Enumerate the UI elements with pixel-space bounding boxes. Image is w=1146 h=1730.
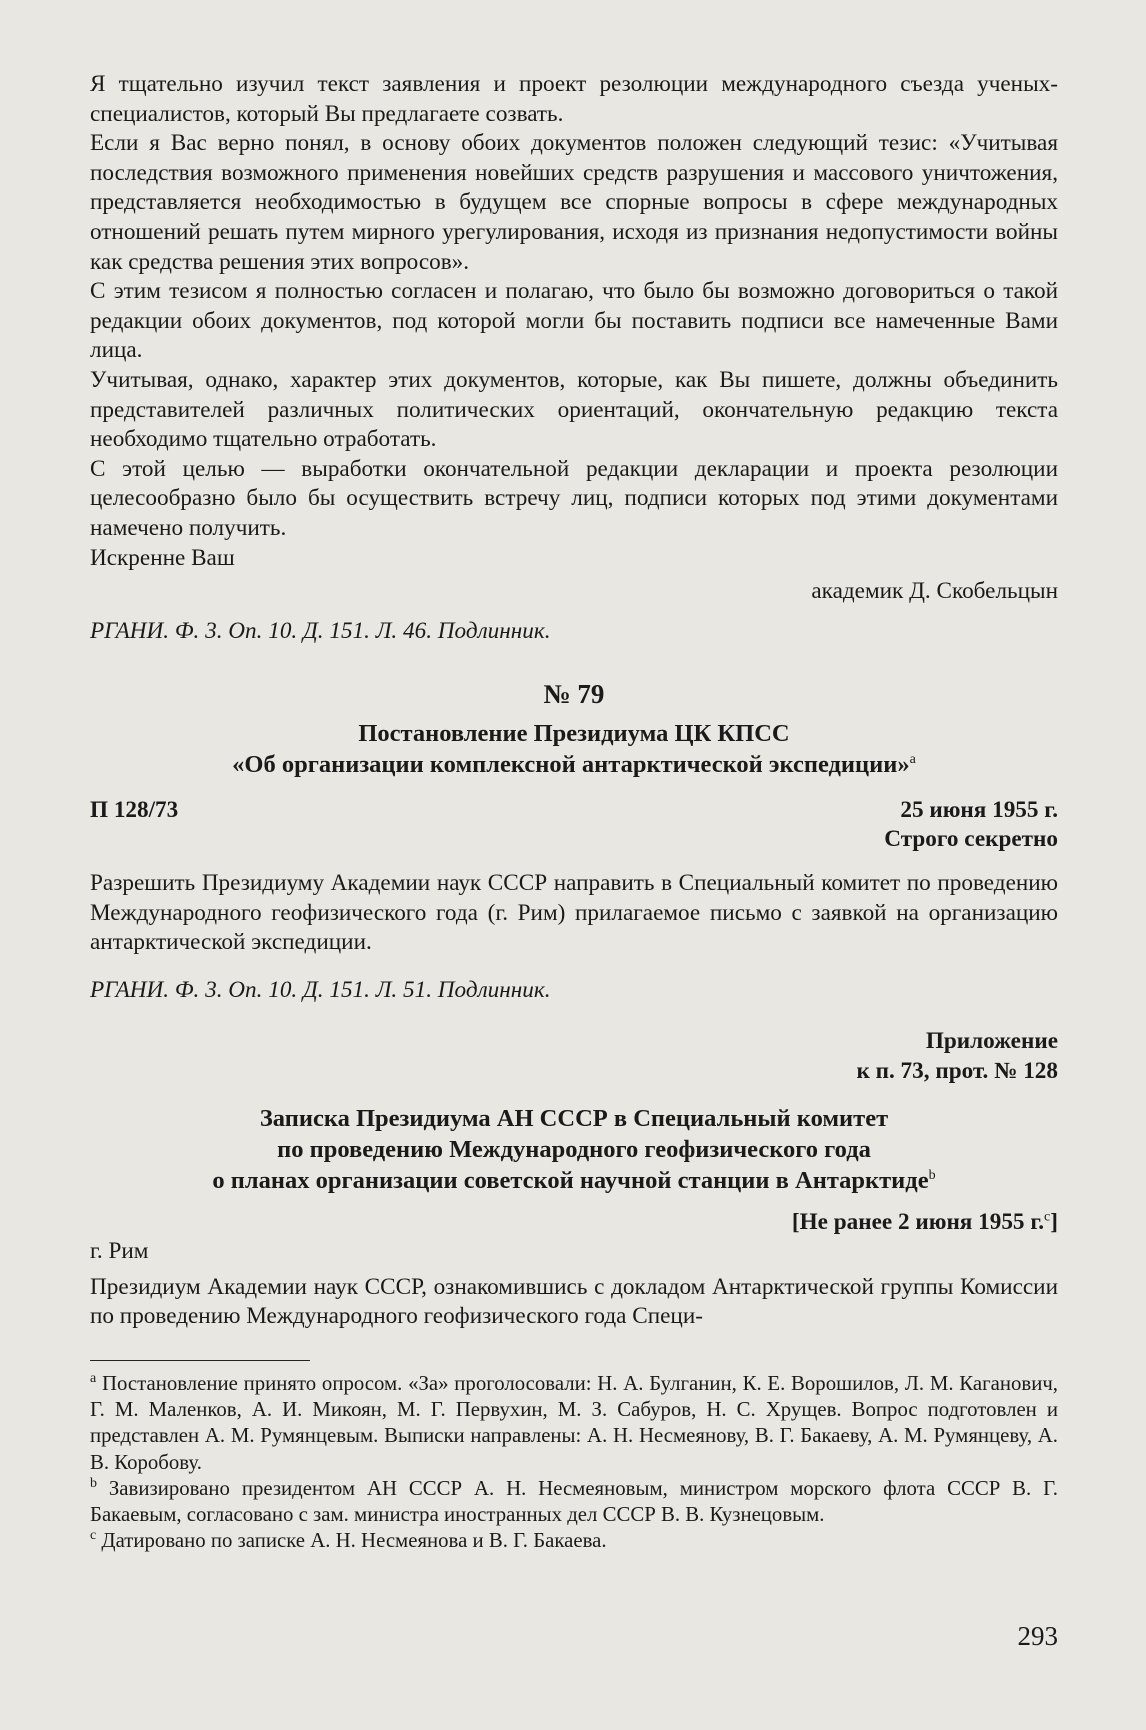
footnote-b	[90, 1476, 1058, 1528]
appendix	[90, 1027, 1058, 1332]
appendix-label-line-2: к п. 73, прот. № 128	[856, 1058, 1058, 1085]
footnote-divider	[90, 1360, 310, 1361]
appendix-date-bracket: ]	[1050, 1208, 1058, 1235]
letter-paragraph-2: Если я Вас верно понял, в основу обоих документов положен следующий тезис: «Учитывая последствия возможного применения новейших средств разрушения и массового уничтожения, представляется необходимостью в будущем все спорные вопросы в сфере международных отношений решать путем мирного урегулирования, исходя из признания недопустимости войны как средства решения этих вопросов».	[90, 130, 1058, 275]
footnotes	[90, 1371, 1058, 1554]
protocol-row	[90, 796, 1058, 826]
footnote-ref-b[interactable]: b	[928, 1167, 936, 1183]
appendix-title-line-3	[90, 1165, 1058, 1196]
footnote-c	[90, 1528, 1058, 1554]
document-title-line-1: Постановление Президиума ЦК КПСС	[358, 719, 790, 747]
letter-paragraph-4: Учитывая, однако, характер этих документов, которые, как Вы пишете, должны объединить представителей различных политических ориентаций, окончательную редакцию текста необходимо тщательно отработать.	[90, 366, 1058, 453]
letter-signature: академик Д. Скобельцын	[811, 578, 1058, 605]
letter-paragraph-3: С этим тезисом я полностью согласен и полагаю, что было бы возможно договориться о такой редакции обоих документов, под которой могли бы поставить подписи все намеченные Вами лица.	[90, 278, 1058, 364]
letter-paragraph-1: Я тщательно изучил текст заявления и проект резолюции международного съезда ученых-специалистов, который Вы предлагаете созвать.	[90, 71, 1058, 127]
footnote-mark-a: a	[90, 1371, 97, 1387]
footnote-ref-a[interactable]: a	[909, 751, 916, 767]
document-title-text: «Об организации комплексной антарктической экспедиции»	[232, 750, 910, 778]
letter-source: РГАНИ. Ф. 3. Оп. 10. Д. 151. Л. 46. Подлинник.	[90, 617, 551, 644]
letter-closing: Искренне Ваш	[90, 544, 235, 571]
footnote-b-text: Завизировано президентом АН СССР А. Н. Несмеяновым, министром морского флота СССР В. Г. Бакаевым, согласовано с зам. министра иностранных дел СССР В. В. Кузнецовым.	[90, 1476, 1059, 1527]
document-79	[90, 680, 1058, 1005]
footnote-mark-c: c	[90, 1528, 97, 1544]
appendix-date-text: [Не ранее 2 июня 1955 г.	[791, 1208, 1045, 1235]
appendix-title-line-2: по проведению Международного геофизического года	[277, 1135, 871, 1163]
letter-body	[90, 70, 1058, 646]
appendix-body: Президиум Академии наук СССР, ознакомившись с докладом Антарктической группы Комиссии по проведению Международного геофизического года Специ-	[90, 1273, 1058, 1330]
classification-stamp: Строго секретно	[884, 826, 1058, 853]
page-number: 293	[1017, 1621, 1058, 1651]
appendix-title-line-1: Записка Президиума АН СССР в Специальный комитет	[259, 1104, 889, 1132]
letter-paragraph-5: С этой целью — выработки окончательной редакции декларации и проекта резолюции целесообразно было бы осуществить встречу лиц, подписи которых под этими документами намечено получить.	[90, 455, 1058, 541]
protocol-number: П 128/73	[90, 796, 179, 823]
document-title-line-2	[90, 749, 1058, 780]
footnote-a-text: Постановление принято опросом. «За» проголосовали: Н. А. Булганин, К. Е. Ворошилов, Л. М. Каганович, Г. М. Маленков, А. И. Микоян, М. Г. Первухин, М. З. Сабуров, Н. С. Хрущев. Вопрос подготовлен и представлен А. М. Румянцевым. Выписки направлены: А. Н. Несмеянову, В. Г. Бакаеву, А. М. Румянцеву, А. В. Коробову.	[90, 1372, 1058, 1474]
appendix-label-line-1: Приложение	[925, 1028, 1058, 1055]
footnote-ref-c[interactable]: c	[1044, 1208, 1051, 1224]
document-79-source: РГАНИ. Ф. 3. Оп. 10. Д. 151. Л. 51. Подлинник.	[90, 976, 551, 1003]
appendix-place: г. Рим	[90, 1238, 149, 1265]
document-date: 25 июня 1955 г.	[900, 796, 1058, 823]
appendix-title-text: о планах организации советской научной станции в Антарктиде	[212, 1166, 929, 1194]
footnote-mark-b: b	[90, 1475, 97, 1491]
footnote-c-text: Датировано по записке А. Н. Несмеянова и В. Г. Бакаева.	[101, 1529, 607, 1553]
document-79-body: Разрешить Президиуму Академии наук СССР направить в Специальный комитет по проведению Международного геофизического года (г. Рим) прилагаемое письмо с заявкой на организацию антарктической экспедиции.	[90, 870, 1058, 956]
appendix-date	[90, 1208, 1058, 1238]
document-number: № 79	[543, 679, 605, 710]
footnote-a	[90, 1371, 1058, 1476]
